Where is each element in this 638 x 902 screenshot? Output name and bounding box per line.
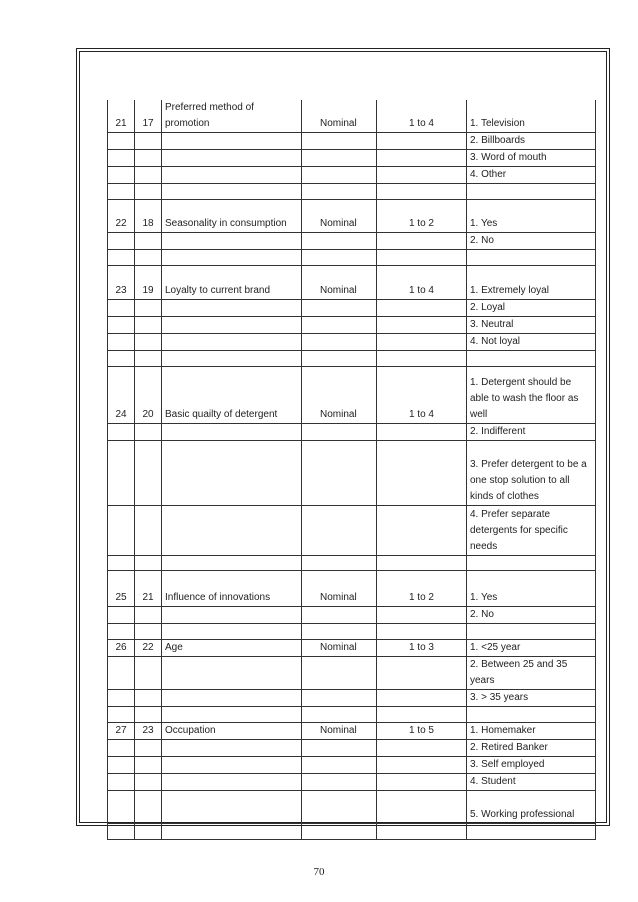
- variable-cell: [162, 607, 302, 624]
- range-cell: [377, 167, 467, 184]
- question-number-cell: [135, 707, 162, 723]
- range-cell: [377, 233, 467, 250]
- range-cell: [377, 607, 467, 624]
- table-row: [108, 133, 596, 150]
- scale-cell: [302, 657, 377, 690]
- table-row: [108, 791, 596, 824]
- range-cell: 1 to 5: [377, 723, 467, 740]
- option-cell: 4. Student: [467, 774, 596, 791]
- range-cell: [377, 441, 467, 506]
- scale-cell: [302, 233, 377, 250]
- scale-cell: [302, 690, 377, 707]
- table-row: [108, 774, 596, 791]
- scale-cell: [302, 300, 377, 317]
- variable-cell: Loyalty to current brand: [162, 266, 302, 300]
- serial-number-cell: 24: [108, 367, 135, 424]
- scale-cell: [302, 317, 377, 334]
- table-row: [108, 317, 596, 334]
- option-cell: 3. Prefer detergent to be a one stop solution to all kinds of clothes: [467, 441, 596, 506]
- table-row: [108, 250, 596, 266]
- question-number-cell: [135, 774, 162, 791]
- table-row: [108, 367, 596, 424]
- serial-number-cell: [108, 506, 135, 556]
- question-number-cell: [135, 167, 162, 184]
- variable-cell: [162, 657, 302, 690]
- question-number-cell: [135, 740, 162, 757]
- table-row: [108, 184, 596, 200]
- option-cell: 1. Television: [467, 100, 596, 133]
- variable-cell: [162, 300, 302, 317]
- serial-number-cell: [108, 624, 135, 640]
- serial-number-cell: [108, 167, 135, 184]
- question-number-cell: [135, 624, 162, 640]
- serial-number-cell: [108, 441, 135, 506]
- variable-cell: [162, 740, 302, 757]
- table-row: [108, 624, 596, 640]
- variable-cell: [162, 424, 302, 441]
- serial-number-cell: [108, 707, 135, 723]
- question-number-cell: 22: [135, 640, 162, 657]
- serial-number-cell: [108, 791, 135, 824]
- variable-cell: [162, 774, 302, 791]
- scale-cell: [302, 791, 377, 824]
- serial-number-cell: 26: [108, 640, 135, 657]
- option-cell: 3. Word of mouth: [467, 150, 596, 167]
- question-number-cell: [135, 424, 162, 441]
- scale-cell: Nominal: [302, 200, 377, 233]
- variable-cell: Seasonality in consumption: [162, 200, 302, 233]
- serial-number-cell: [108, 300, 135, 317]
- range-cell: [377, 707, 467, 723]
- question-number-cell: [135, 133, 162, 150]
- variable-cell: Occupation: [162, 723, 302, 740]
- table-row: [108, 334, 596, 351]
- range-cell: [377, 791, 467, 824]
- option-cell: [467, 624, 596, 640]
- scale-cell: Nominal: [302, 266, 377, 300]
- range-cell: [377, 150, 467, 167]
- table-row: [108, 571, 596, 607]
- table-row: [108, 824, 596, 840]
- serial-number-cell: [108, 424, 135, 441]
- range-cell: [377, 317, 467, 334]
- question-number-cell: [135, 607, 162, 624]
- option-cell: 1. Detergent should be able to wash the floor as well: [467, 367, 596, 424]
- serial-number-cell: 23: [108, 266, 135, 300]
- range-cell: [377, 690, 467, 707]
- option-cell: [467, 351, 596, 367]
- option-cell: 2. Between 25 and 35 years: [467, 657, 596, 690]
- scale-cell: Nominal: [302, 723, 377, 740]
- variable-cell: [162, 351, 302, 367]
- serial-number-cell: [108, 824, 135, 840]
- scale-cell: Nominal: [302, 100, 377, 133]
- question-number-cell: [135, 690, 162, 707]
- option-cell: 2. Loyal: [467, 300, 596, 317]
- serial-number-cell: [108, 250, 135, 266]
- option-cell: [467, 707, 596, 723]
- range-cell: [377, 624, 467, 640]
- option-cell: [467, 250, 596, 266]
- serial-number-cell: [108, 657, 135, 690]
- option-cell: 2. No: [467, 233, 596, 250]
- question-number-cell: [135, 233, 162, 250]
- range-cell: [377, 250, 467, 266]
- option-cell: 3. Neutral: [467, 317, 596, 334]
- serial-number-cell: [108, 150, 135, 167]
- serial-number-cell: [108, 774, 135, 791]
- scale-cell: [302, 184, 377, 200]
- option-cell: [467, 184, 596, 200]
- variable-cell: [162, 791, 302, 824]
- variable-cell: Basic quailty of detergent: [162, 367, 302, 424]
- serial-number-cell: 21: [108, 100, 135, 133]
- serial-number-cell: 25: [108, 571, 135, 607]
- scale-cell: [302, 334, 377, 351]
- range-cell: [377, 184, 467, 200]
- option-cell: 4. Other: [467, 167, 596, 184]
- range-cell: 1 to 4: [377, 100, 467, 133]
- table-row: [108, 723, 596, 740]
- scale-cell: [302, 167, 377, 184]
- question-number-cell: [135, 556, 162, 571]
- table-row: [108, 200, 596, 233]
- table-row: [108, 300, 596, 317]
- range-cell: [377, 351, 467, 367]
- variable-cell: Age: [162, 640, 302, 657]
- variable-cell: [162, 167, 302, 184]
- variable-cell: [162, 757, 302, 774]
- scale-cell: [302, 824, 377, 840]
- table-row: [108, 150, 596, 167]
- option-cell: 1. Homemaker: [467, 723, 596, 740]
- option-cell: 2. Billboards: [467, 133, 596, 150]
- question-number-cell: [135, 351, 162, 367]
- serial-number-cell: [108, 133, 135, 150]
- question-number-cell: [135, 150, 162, 167]
- range-cell: 1 to 2: [377, 200, 467, 233]
- option-cell: 1. Yes: [467, 200, 596, 233]
- table-row: [108, 690, 596, 707]
- question-number-cell: [135, 250, 162, 266]
- variable-cell: [162, 506, 302, 556]
- serial-number-cell: [108, 757, 135, 774]
- table-row: [108, 607, 596, 624]
- scale-cell: Nominal: [302, 367, 377, 424]
- scale-cell: [302, 707, 377, 723]
- range-cell: [377, 757, 467, 774]
- table-row: [108, 556, 596, 571]
- scale-cell: Nominal: [302, 571, 377, 607]
- variable-cell: [162, 250, 302, 266]
- range-cell: [377, 657, 467, 690]
- question-number-cell: [135, 657, 162, 690]
- question-number-cell: 23: [135, 723, 162, 740]
- question-number-cell: 17: [135, 100, 162, 133]
- question-number-cell: 18: [135, 200, 162, 233]
- variable-cell: [162, 334, 302, 351]
- page-number: 70: [313, 866, 325, 878]
- range-cell: [377, 740, 467, 757]
- table-row: [108, 506, 596, 556]
- range-cell: [377, 300, 467, 317]
- option-cell: 2. No: [467, 607, 596, 624]
- question-number-cell: [135, 791, 162, 824]
- scale-cell: [302, 351, 377, 367]
- question-number-cell: [135, 441, 162, 506]
- range-cell: [377, 133, 467, 150]
- scale-cell: [302, 774, 377, 791]
- table-row: [108, 351, 596, 367]
- question-number-cell: [135, 184, 162, 200]
- serial-number-cell: [108, 317, 135, 334]
- range-cell: [377, 824, 467, 840]
- question-number-cell: 21: [135, 571, 162, 607]
- scale-cell: [302, 250, 377, 266]
- table-row: [108, 424, 596, 441]
- variable-cell: [162, 233, 302, 250]
- question-number-cell: [135, 824, 162, 840]
- serial-number-cell: [108, 334, 135, 351]
- scale-cell: [302, 133, 377, 150]
- variable-cell: [162, 624, 302, 640]
- range-cell: [377, 556, 467, 571]
- variable-cell: Influence of innovations: [162, 571, 302, 607]
- variable-cell: [162, 690, 302, 707]
- serial-number-cell: [108, 556, 135, 571]
- table-row: [108, 100, 596, 133]
- serial-number-cell: [108, 351, 135, 367]
- scale-cell: [302, 757, 377, 774]
- option-cell: 4. Not loyal: [467, 334, 596, 351]
- table-row: [108, 707, 596, 723]
- serial-number-cell: 27: [108, 723, 135, 740]
- scale-cell: [302, 607, 377, 624]
- question-number-cell: [135, 757, 162, 774]
- scale-cell: [302, 150, 377, 167]
- question-number-cell: [135, 300, 162, 317]
- table-row: [108, 441, 596, 506]
- variable-cell: [162, 133, 302, 150]
- variable-cell: Preferred method of promotion: [162, 100, 302, 133]
- table-row: [108, 266, 596, 300]
- serial-number-cell: [108, 740, 135, 757]
- scale-cell: [302, 556, 377, 571]
- question-number-cell: 20: [135, 367, 162, 424]
- table-body: [108, 100, 596, 840]
- variable-cell: [162, 824, 302, 840]
- serial-number-cell: [108, 233, 135, 250]
- table-row: [108, 640, 596, 657]
- range-cell: 1 to 2: [377, 571, 467, 607]
- option-cell: 2. Retired Banker: [467, 740, 596, 757]
- range-cell: 1 to 4: [377, 266, 467, 300]
- question-number-cell: [135, 506, 162, 556]
- variable-cell: [162, 150, 302, 167]
- option-cell: 4. Prefer separate detergents for specific needs: [467, 506, 596, 556]
- table-row: [108, 657, 596, 690]
- serial-number-cell: [108, 184, 135, 200]
- scale-cell: [302, 506, 377, 556]
- serial-number-cell: 22: [108, 200, 135, 233]
- serial-number-cell: [108, 607, 135, 624]
- option-cell: 3. Self employed: [467, 757, 596, 774]
- variable-cell: [162, 317, 302, 334]
- question-number-cell: [135, 317, 162, 334]
- option-cell: 1. Extremely loyal: [467, 266, 596, 300]
- table-row: [108, 757, 596, 774]
- variable-cell: [162, 556, 302, 571]
- variable-cell: [162, 441, 302, 506]
- scale-cell: [302, 624, 377, 640]
- scale-cell: Nominal: [302, 640, 377, 657]
- range-cell: [377, 334, 467, 351]
- range-cell: [377, 774, 467, 791]
- range-cell: [377, 506, 467, 556]
- table-row: [108, 233, 596, 250]
- option-cell: 1. Yes: [467, 571, 596, 607]
- option-cell: 5. Working professional: [467, 791, 596, 824]
- option-cell: 2. Indifferent: [467, 424, 596, 441]
- option-cell: 3. > 35 years: [467, 690, 596, 707]
- option-cell: [467, 824, 596, 840]
- table-row: [108, 740, 596, 757]
- scale-cell: [302, 441, 377, 506]
- option-cell: 1. <25 year: [467, 640, 596, 657]
- range-cell: 1 to 3: [377, 640, 467, 657]
- question-number-cell: [135, 334, 162, 351]
- serial-number-cell: [108, 690, 135, 707]
- variable-cell: [162, 184, 302, 200]
- option-cell: [467, 556, 596, 571]
- range-cell: [377, 424, 467, 441]
- table-row: [108, 167, 596, 184]
- range-cell: 1 to 4: [377, 367, 467, 424]
- scale-cell: [302, 424, 377, 441]
- question-number-cell: 19: [135, 266, 162, 300]
- scale-cell: [302, 740, 377, 757]
- variables-table: [107, 100, 596, 840]
- variable-cell: [162, 707, 302, 723]
